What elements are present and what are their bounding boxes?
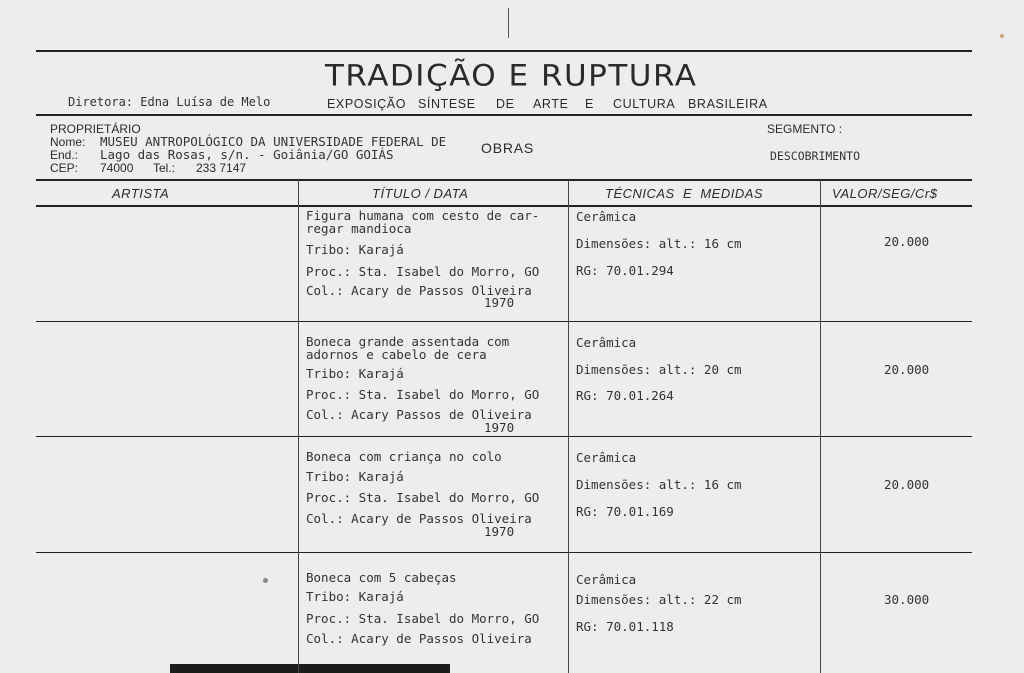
artwork-rg: RG: 70.01.118 [576,619,674,634]
header-rule [36,114,972,116]
artwork-title-line: Figura humana com cesto de car- [306,208,540,223]
artwork-collection: Col.: Acary de Passos Oliveira [306,511,532,526]
subtitle-word: BRASILEIRA [688,97,768,111]
obras-label: OBRAS [481,140,535,156]
artwork-tribe: Tribo: Karajá [306,366,404,381]
owner-name-value: MUSEU ANTROPOLÓGICO DA UNIVERSIDADE FEDERAL DE [100,134,447,149]
artwork-title-line: adornos e cabelo de cera [306,347,487,362]
artwork-value: 20.000 [884,477,930,492]
subtitle-word: ARTE [533,97,569,111]
owner-cep-value: 74000 [100,161,134,175]
artwork-year: 1970 [484,295,515,310]
artwork-collection: Col.: Acary de Passos Oliveira [306,283,532,298]
artwork-tribe: Tribo: Karajá [306,589,404,604]
artwork-tribe: Tribo: Karajá [306,469,404,484]
artwork-technique: Cerâmica [576,572,637,587]
owner-section-label: PROPRIETÁRIO [50,122,141,136]
owner-address-label: End.: [50,148,79,162]
artwork-rg: RG: 70.01.169 [576,504,674,519]
column-separator [820,180,821,673]
column-header-value: VALOR/SEG/Cr$ [832,186,938,201]
artwork-collection: Col.: Acary Passos de Oliveira [306,407,532,422]
artwork-technique: Cerâmica [576,209,637,224]
scan-edge-bar [170,664,450,673]
artwork-title-line: Boneca com 5 cabeças [306,570,457,585]
segment-value: DESCOBRIMENTO [770,149,861,163]
artwork-provenance: Proc.: Sta. Isabel do Morro, GO [306,387,540,402]
artwork-rg: RG: 70.01.264 [576,388,674,403]
stain-mark [1000,34,1004,38]
artwork-dimensions: Dimensões: alt.: 20 cm [576,362,742,377]
punch-mark [508,8,509,38]
segment-label: SEGMENTO : [767,122,843,136]
artwork-title-line: Boneca com criança no colo [306,449,502,464]
owner-cep-label: CEP: [50,161,79,175]
artwork-year: 1970 [484,420,515,435]
artwork-technique: Cerâmica [576,335,637,350]
artwork-title-line: regar mandioca [306,221,412,236]
artwork-dimensions: Dimensões: alt.: 22 cm [576,592,742,607]
director-line: Diretora: Edna Luísa de Melo [68,95,271,109]
owner-address-value: Lago das Rosas, s/n. - Goiânia/GO GOIÁS [100,147,394,162]
artwork-value: 30.000 [884,592,930,607]
artwork-year: 1970 [484,524,515,539]
artwork-title-line: Boneca grande assentada com [306,334,510,349]
table-top-rule [36,179,972,181]
owner-tel-value: 233 7147 [196,161,247,175]
subtitle-word: E [585,97,594,111]
subtitle-word: SÍNTESE [418,97,476,111]
owner-tel-label: Tel.: [153,161,176,175]
row-divider [36,436,972,437]
column-header-artist: ARTISTA [112,186,170,201]
subtitle-word: EXPOSIÇÃO [327,97,407,111]
owner-name-label: Nome: [50,135,86,149]
column-separator [568,180,569,673]
exhibition-title: TRADIÇÃO E RUPTURA [325,58,698,94]
column-header-rule [36,205,972,207]
artwork-dimensions: Dimensões: alt.: 16 cm [576,236,742,251]
artwork-value: 20.000 [884,362,930,377]
artwork-provenance: Proc.: Sta. Isabel do Morro, GO [306,611,540,626]
row-divider [36,321,972,322]
column-separator [298,180,299,673]
row-divider [36,552,972,553]
artwork-tribe: Tribo: Karajá [306,242,404,257]
column-header-technique: TÉCNICAS E MEDIDAS [605,186,764,201]
artwork-provenance: Proc.: Sta. Isabel do Morro, GO [306,490,540,505]
artwork-rg: RG: 70.01.294 [576,263,674,278]
artwork-provenance: Proc.: Sta. Isabel do Morro, GO [306,264,540,279]
artwork-dimensions: Dimensões: alt.: 16 cm [576,477,742,492]
top-rule [36,50,972,52]
artwork-collection: Col.: Acary de Passos Oliveira [306,631,532,646]
ink-dot [263,578,268,583]
subtitle-word: DE [496,97,515,111]
artwork-technique: Cerâmica [576,450,637,465]
subtitle-word: CULTURA [613,97,676,111]
artwork-value: 20.000 [884,234,930,249]
column-header-title-date: TÍTULO / DATA [372,186,469,201]
